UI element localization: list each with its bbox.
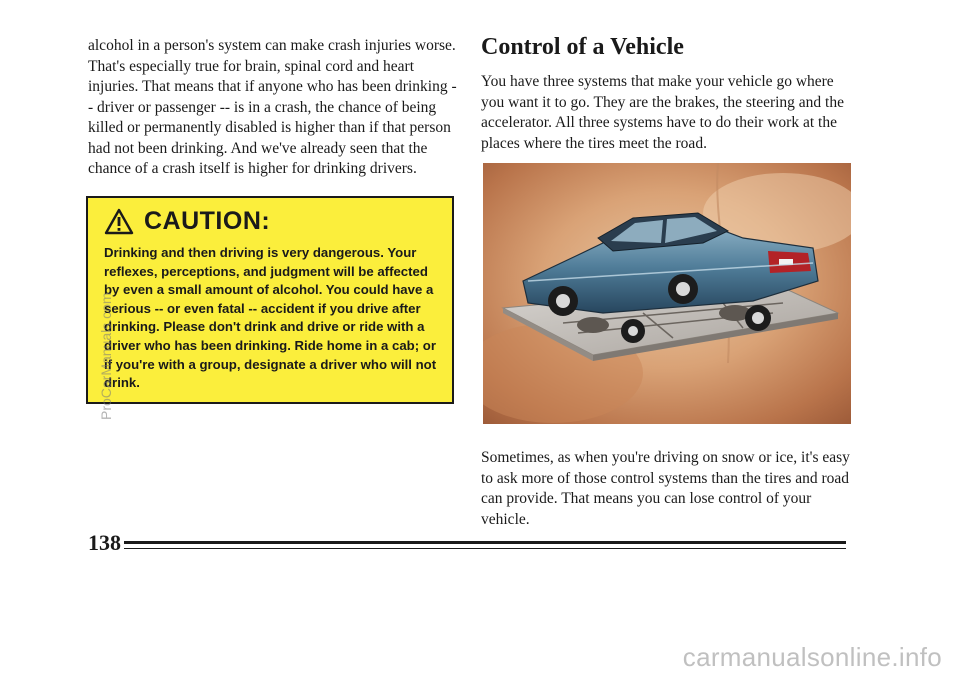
left-paragraph: alcohol in a person's system can make crash injuries worse. That's especially true for brain, spinal cord and heart injuries. That means that if anyone who has been drinking -- driver or passenger -- is in a crash, the chance of being killed or permanently disabled is higher than if that person had not been drinking. And we've already seen that the chance of a crash itself is higher for drinking drivers. — [88, 37, 457, 177]
caution-title: CAUTION: — [144, 207, 271, 235]
footer-rule-thick — [124, 541, 846, 544]
caution-box — [86, 196, 454, 404]
watermark-vertical: ProCarManuals.com — [98, 292, 114, 420]
watermark-bottom[interactable]: carmanualsonline.info — [682, 642, 942, 672]
right-closing — [481, 448, 856, 530]
caution-header — [104, 206, 438, 236]
caution-body: Drinking and then driving is very dangerous. Your reflexes, perceptions, and judgment will be affected by even a small amount of alcohol. You could have a serious -- or even fatal -- accident if you drive after drinking. Please don't drink and drive or ride with a driver who has been drinking. Ride home in a cab; or if you're with a group, designate a driver who will not drink. — [104, 245, 437, 391]
left-column-text — [88, 36, 458, 180]
right-intro — [481, 72, 856, 154]
intro-paragraph: You have three systems that make your vehicle go where you want it to go. They are the brakes, the steering and the accelerator. All three systems have to do their work at the places where the tires meet the road. — [481, 73, 844, 152]
car-illustration — [483, 163, 851, 424]
section-heading: Control of a Vehicle — [481, 34, 684, 60]
closing-paragraph: Sometimes, as when you're driving on snow or ice, it's easy to ask more of those control systems than the tires and road can provide. That means you can lose control of your vehicle. — [481, 449, 850, 528]
footer-rule-thin — [124, 548, 846, 549]
page-number: 138 — [88, 530, 121, 555]
